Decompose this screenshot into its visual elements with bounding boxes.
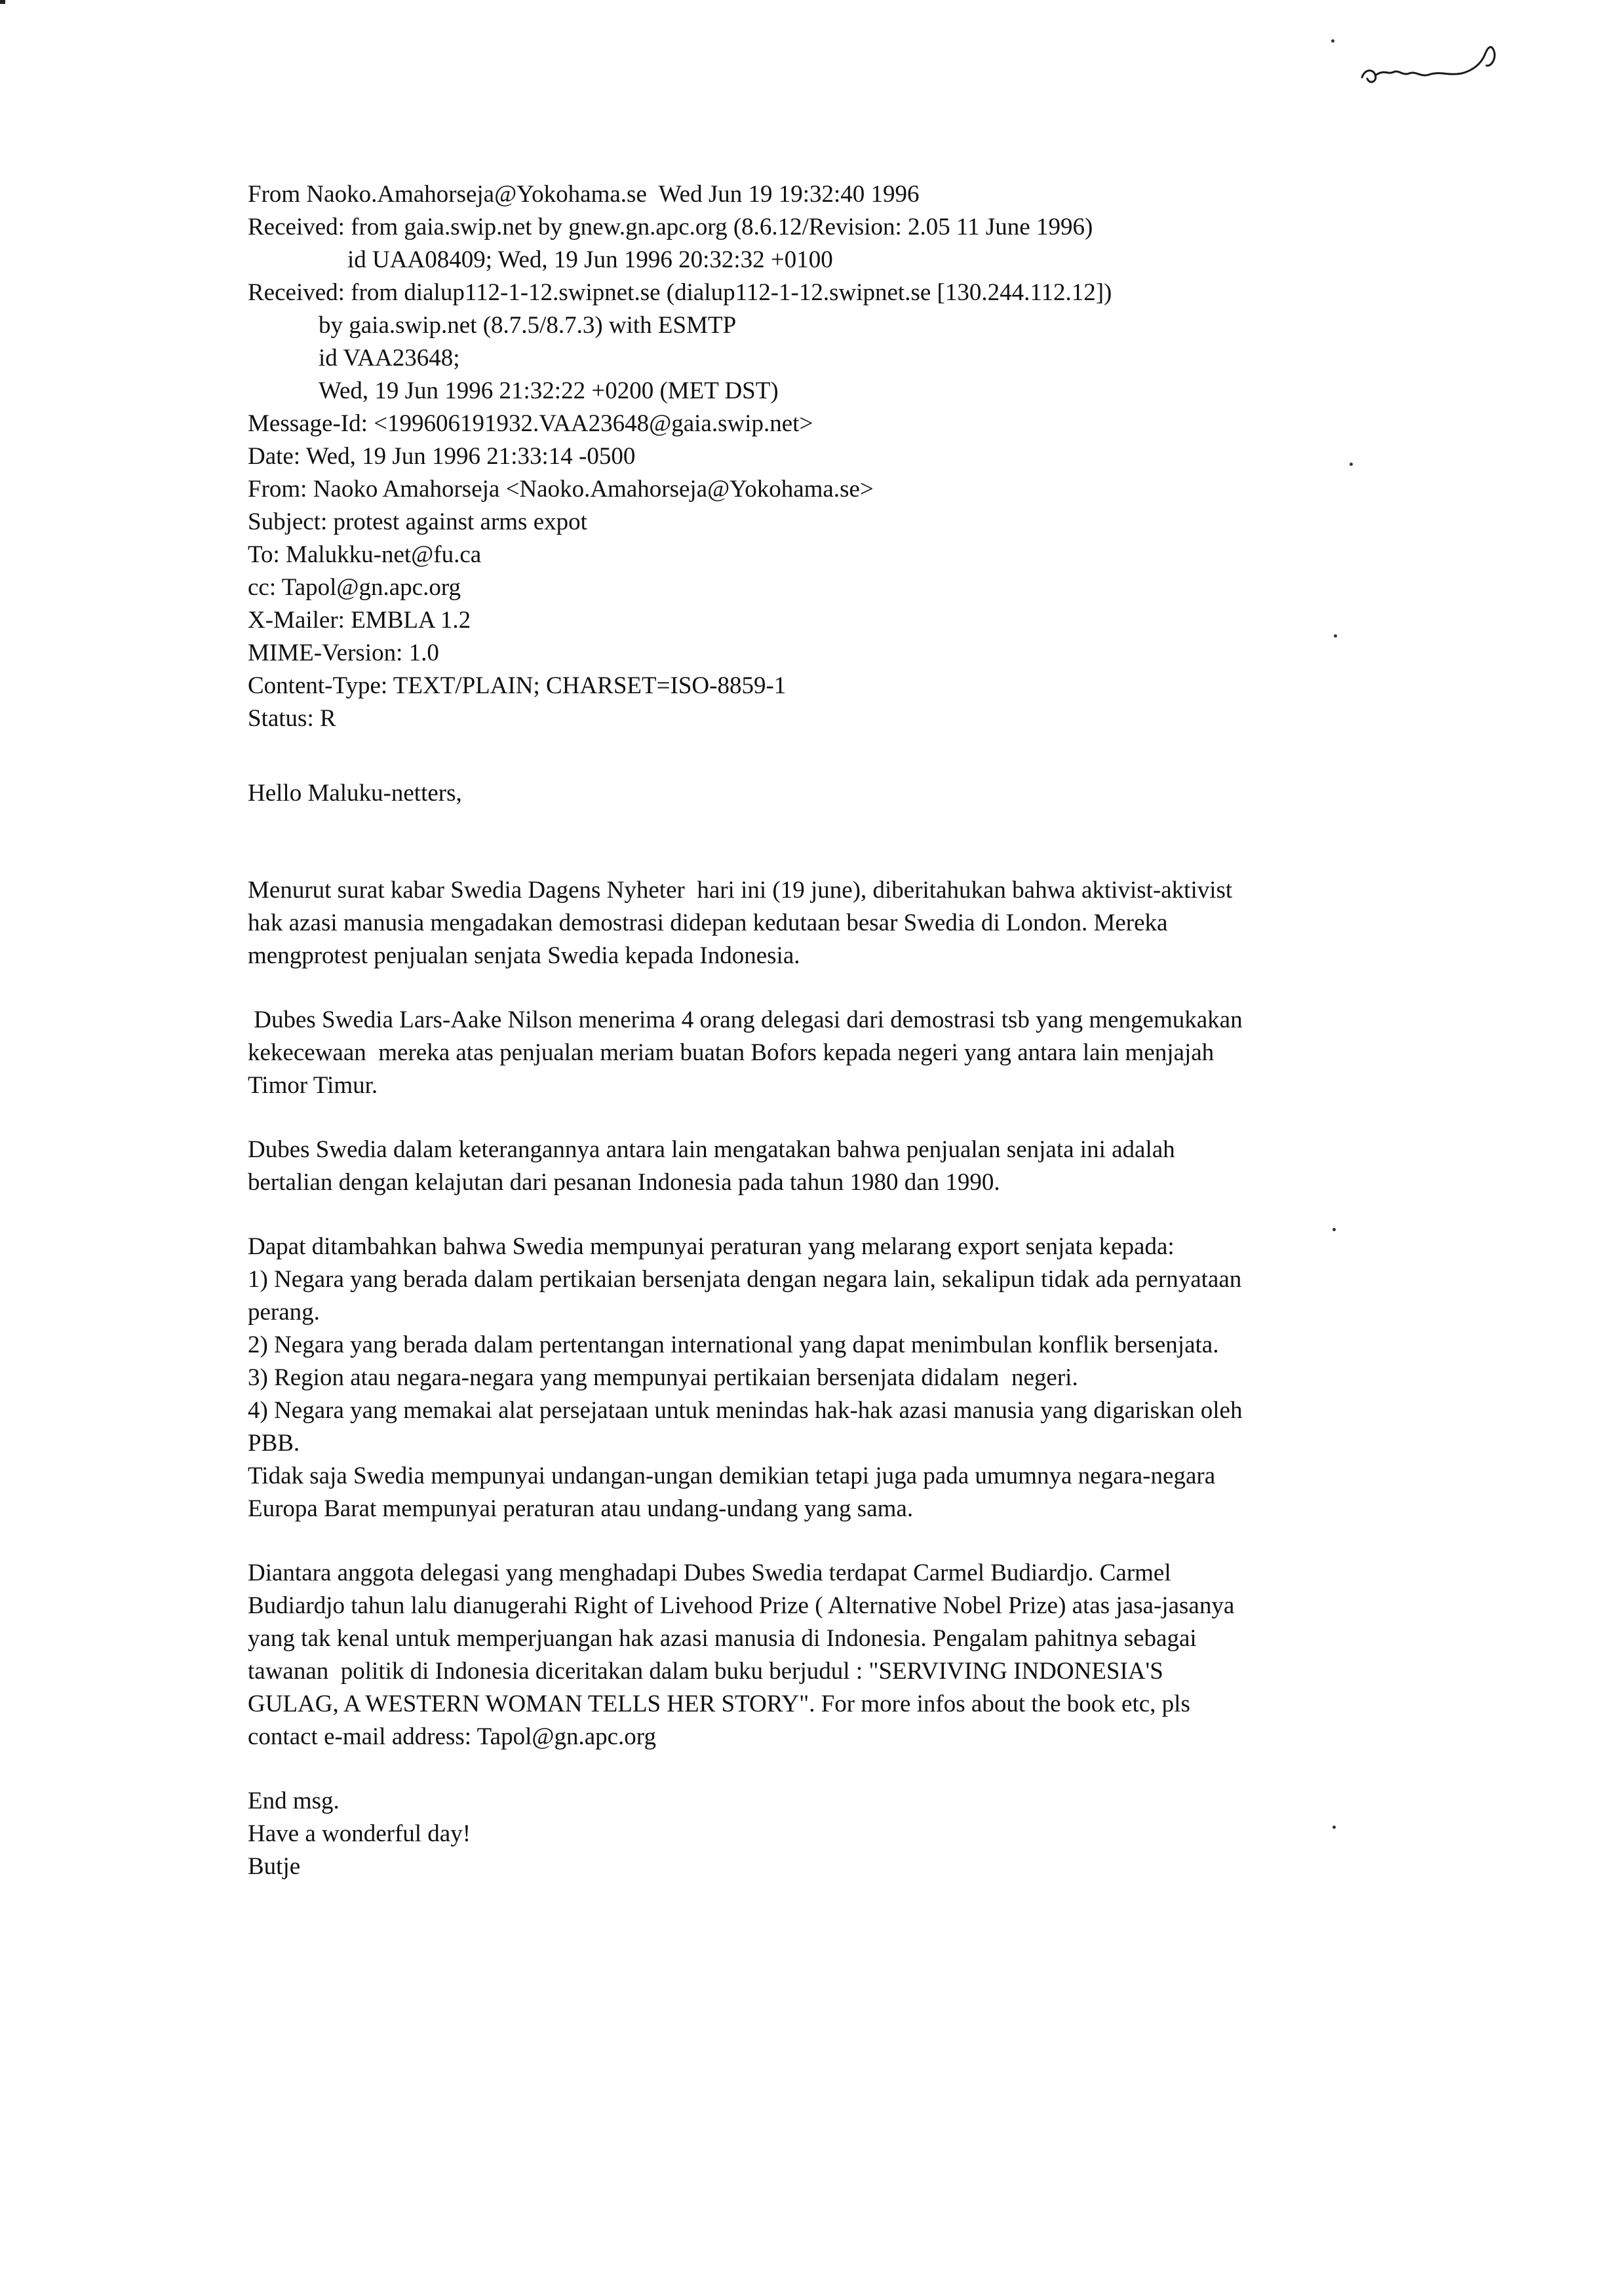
text-line: Menurut surat kabar Swedia Dagens Nyheter hari ini (19 june), diberitahukan bahwa aktivist-aktivist — [248, 877, 1233, 904]
text-line: mengprotest penjualan senjata Swedia kepada Indonesia. — [248, 942, 800, 969]
header-line-received-id: id VAA23648; — [319, 345, 460, 372]
closing — [248, 1785, 1401, 1883]
scan-edge-mark — [0, 0, 5, 4]
scan-speck — [1331, 39, 1334, 43]
paragraph — [248, 874, 1401, 972]
list-item: 1) Negara yang berada dalam pertikaian bersenjata dengan negara lain, sekalipun tidak ada pernyataan — [248, 1266, 1242, 1293]
text-line: bertalian dengan kelajutan dari pesanan Indonesia pada tahun 1980 dan 1990. — [248, 1169, 1000, 1196]
text-line: Diantara anggota delegasi yang menghadapi Dubes Swedia terdapat Carmel Budiardjo. Carmel — [248, 1559, 1171, 1586]
header-line-message-id: Message-Id: <199606191932.VAA23648@gaia.swip.net> — [248, 410, 813, 437]
greeting: Hello Maluku-netters, — [248, 780, 462, 807]
email-document — [248, 178, 1401, 1883]
header-line-content-type: Content-Type: TEXT/PLAIN; CHARSET=ISO-8859-1 — [248, 672, 787, 699]
text-line: Dapat ditambahkan bahwa Swedia mempunyai peraturan yang melarang export senjata kepada: — [248, 1233, 1175, 1260]
header-line-received-id: id UAA08409; Wed, 19 Jun 1996 20:32:32 +0100 — [347, 246, 833, 273]
signature-name: Butje — [248, 1853, 301, 1880]
handwritten-initials — [1350, 26, 1514, 105]
text-line: contact e-mail address: Tapol@gn.apc.org — [248, 1723, 656, 1750]
list-item: 4) Negara yang memakai alat persejataan untuk menindas hak-hak azasi manusia yang digariskan oleh — [248, 1397, 1243, 1424]
email-header — [248, 178, 1401, 735]
header-line-date: Date: Wed, 19 Jun 1996 21:33:14 -0500 — [248, 443, 636, 470]
header-line-subject: Subject: protest against arms expot — [248, 508, 587, 535]
text-line: hak azasi manusia mengadakan demostrasi didepan kedutaan besar Swedia di London. Mereka — [248, 909, 1168, 936]
text-line: kekecewaan mereka atas penjualan meriam buatan Bofors kepada negeri yang antara lain menjajah — [248, 1039, 1215, 1066]
text-line: yang tak kenal untuk memperjuangan hak azasi manusia di Indonesia. Pengalam pahitnya sebagai — [248, 1625, 1197, 1652]
text-line: Dubes Swedia Lars-Aake Nilson menerima 4 orang delegasi dari demostrasi tsb yang mengemukakan — [248, 1006, 1243, 1033]
header-line-status: Status: R — [248, 705, 336, 732]
closing-line: End msg. — [248, 1788, 340, 1814]
header-line-received-date: Wed, 19 Jun 1996 21:32:22 +0200 (MET DST) — [319, 377, 779, 404]
text-line: GULAG, A WESTERN WOMAN TELLS HER STORY". For more infos about the book etc, pls — [248, 1691, 1190, 1717]
header-line-received-by: by gaia.swip.net (8.7.5/8.7.3) with ESMTP — [319, 312, 737, 339]
paragraph — [248, 1231, 1401, 1525]
list-item: 2) Negara yang berada dalam pertentangan international yang dapat menimbulan konflik bersenjata. — [248, 1331, 1219, 1358]
text-line: Budiardjo tahun lalu dianugerahi Right of Livehood Prize ( Alternative Nobel Prize) atas jasa-jasanya — [248, 1592, 1235, 1619]
text-line: Europa Barat mempunyai peraturan atau undang-undang yang sama. — [248, 1495, 914, 1522]
closing-line: Have a wonderful day! — [248, 1820, 471, 1847]
header-line-mime-version: MIME-Version: 1.0 — [248, 640, 439, 666]
header-line-from: From: Naoko Amahorseja <Naoko.Amahorseja@Yokohama.se> — [248, 476, 874, 503]
text-line: tawanan politik di Indonesia diceritakan dalam buku berjudul : "SERVIVING INDONESIA'S — [248, 1658, 1163, 1685]
paragraph — [248, 1134, 1401, 1199]
paragraph — [248, 1557, 1401, 1753]
header-line-received: Received: from dialup112-1-12.swipnet.se (dialup112-1-12.swipnet.se [130.244.112.12]) — [248, 279, 1112, 306]
list-item-continuation: perang. — [248, 1299, 320, 1326]
text-line: Timor Timur. — [248, 1072, 378, 1099]
list-item: 3) Region atau negara-negara yang mempunyai pertikaian bersenjata didalam negeri. — [248, 1364, 1078, 1391]
list-item-continuation: PBB. — [248, 1430, 300, 1457]
paragraph — [248, 1004, 1401, 1102]
header-line-x-mailer: X-Mailer: EMBLA 1.2 — [248, 607, 471, 634]
header-line-cc: cc: Tapol@gn.apc.org — [248, 574, 461, 601]
header-line-to: To: Malukku-net@fu.ca — [248, 541, 482, 568]
text-line: Tidak saja Swedia mempunyai undangan-ungan demikian tetapi juga pada umumnya negara-negara — [248, 1463, 1216, 1489]
header-line-from-envelope: From Naoko.Amahorseja@Yokohama.se Wed Jun 19 19:32:40 1996 — [248, 181, 920, 208]
text-line: Dubes Swedia dalam keterangannya antara lain mengatakan bahwa penjualan senjata ini adalah — [248, 1136, 1175, 1163]
header-line-received: Received: from gaia.swip.net by gnew.gn.apc.org (8.6.12/Revision: 2.05 11 June 1996) — [248, 214, 1093, 240]
message-body — [248, 874, 1401, 1883]
